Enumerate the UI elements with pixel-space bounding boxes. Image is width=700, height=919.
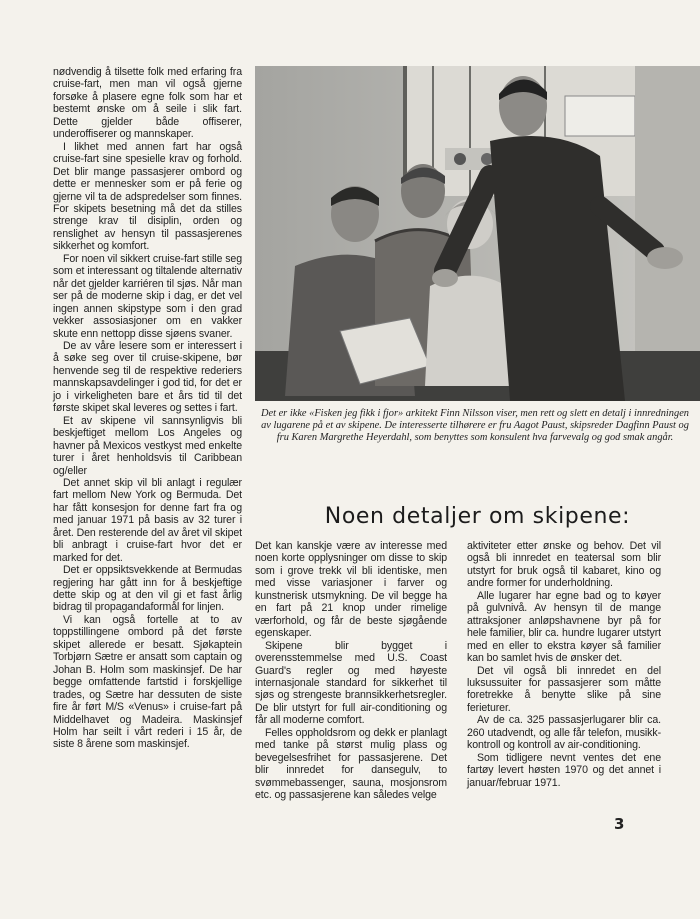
paragraph: Et av skipene vil sannsynligvis bli beskjeftiget mellom Los Angeles og havner på Mexicos vestkyst med enkelte turer i året henholdsvis til Caribbean og/eller [53,414,242,477]
paragraph: Felles oppholdsrom og dekk er planlagt med tanke på størst mulig plass og bevegelsesfrihet for passasjerene. Det blir innredet for dansegulv, to svømmebassenger, sauna, mosjonsrom etc. og passasjerene kan således velge [255,726,447,802]
article-heading: Noen detaljer om skipene: [324,504,631,529]
paragraph: aktiviteter etter ønske og behov. Det vil også bli innredet en teatersal som blir utstyrt for bruk også til kabaret, kino og andre former for underholdning. [467,540,661,590]
middle-text-column [255,540,447,802]
right-text-column [467,540,661,789]
paragraph: Alle lugarer har egne bad og to køyer på gulvnivå. Av hensyn til de mange attraksjoner anløpshavnene byr på for hele familier, blir ca. hundre lugarer utstyrt med en eller to ekstra køyer så familier kan bo samlet hvis de ønsker det. [467,589,661,665]
page-number: 3 [614,815,625,833]
paragraph: Det vil også bli innredet en del luksussuiter for passasjerer som måtte foretrekke å benytte slike på sine ferieturer. [467,664,661,714]
paragraph: De av våre lesere som er interessert i å søke seg over til cruise-skipene, bør henvende seg til de respektive rederiers mannskapsavdelinger i god tid, for det er jo i virkeligheten bare et års tid til det første skipet skal leveres og settes i fart. [53,339,242,415]
paragraph: Det annet skip vil bli anlagt i regulær fart mellom New York og Bermuda. Det har fått konsesjon for denne fart fra og med januar 1971 på basis av 32 turer i året. Den resterende del av året vil skipet bli anbragt i cruise-fart hvor det er marked for det. [53,476,242,564]
paragraph: For noen vil sikkert cruise-fart stille seg som et interessant og tiltalende alternativ når det gjelder karriéren til sjøs. Når man ser på de moderne skip i dag, er det vel ingen annen skipstype som i den grad vekker assosiasjoner om en vakker skute enn nettopp disse sjøens svaner. [53,252,242,340]
paragraph: Vi kan også fortelle at to av toppstillingene ombord på det første skipet allerede er besatt. Sjøkaptein Torbjørn Sætre er ansatt som captain og Johan B. Holm som maskinsjef. De har begge omfattende fartstid i forskjellige trades, og Sætre har dessuten de siste fire år ført M/S «Venus» i cruise-fart på Middelhavet og Madeira. Maskinsjef Holm har seilt i vårt rederi i 15 år, de siste 8 årene som maskinsjef. [53,613,242,751]
photo-illustration [255,66,700,401]
article-photo [255,66,700,401]
paragraph: I likhet med annen fart har også cruise-fart sine spesielle krav og forhold. Det blir mange passasjerer ombord og dette er mennesker som er på ferie og gjerne vil ta de adspredelser som finnes. For skipets besetning må det da stilles strenge krav til disiplin, orden og renslighet av hensyn til passasjerenes sikkerhet og komfort. [53,140,242,253]
left-text-column [53,66,242,751]
paragraph: Av de ca. 325 passasjerlugarer blir ca. 260 utadvendt, og alle får telefon, musikk-kontroll og kontroll av air-conditioning. [467,714,661,752]
photo-caption: Det er ikke «Fisken jeg fikk i fjor» arkitekt Finn Nilsson viser, men rett og slett en detalj i innredningen av lugarene på et av skipene. De interesserte tilhørere er fru Aagot Paust, skipsreder Dagfinn Paust og fru Karen Margrethe Heyerdahl, som benyttes som konsulent hva farvevalg og god smak angår. [260,408,690,444]
paragraph: Som tidligere nevnt ventes det ene fartøy levert høsten 1970 og det annet i januar/februar 1971. [467,751,661,789]
paragraph: Det kan kanskje være av interesse med noen korte opplysninger om disse to skip som i grove trekk vil bli identiske, men med visse variasjoner i farver og kunstnerisk utsmykning. De vil begge ha en fart på 21 knop under rimelige værforhold, og får de beste sjøgående egenskaper. [255,540,447,640]
paragraph: nødvendig å tilsette folk med erfaring fra cruise-fart, men man vil også gjerne forsøke å plasere egne folk som har et bestemt ønske om å seile i slik fart. Dette gjelder både offiserer, underoffiserer og mannskaper. [53,66,242,141]
paragraph: Skipene blir bygget i overensstemmelse med U.S. Coast Guard's regler og med høyeste internasjonale standard for sikkerhet til sjøs og strengeste brannsikkerhetsregler. De blir utstyrt for full air-conditioning og får all moderne comfort. [255,639,447,727]
paragraph: Det er oppsiktsvekkende at Bermudas regjering har gått inn for å beskjeftige dette skip og at den vil gi et fast årlig bidrag til propagandaformål for linjen. [53,564,242,614]
